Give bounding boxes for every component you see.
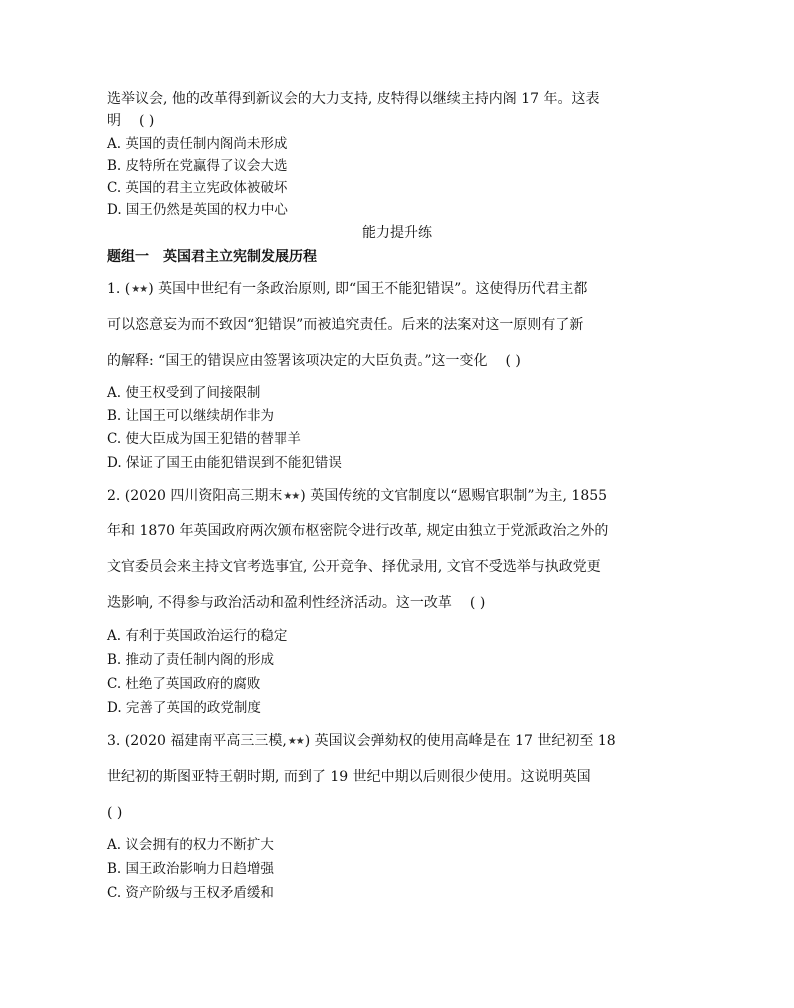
q2-option-a: A. 有利于英国政治运行的稳定 (107, 628, 288, 644)
q2-stem-line-1 (107, 487, 607, 505)
q1-stem-text-3: 的解释: “国王的错误应由签署该项决定的大臣负责。”这一变化 (107, 353, 488, 369)
q0-answer-blank: ( ) (139, 113, 155, 129)
group-title: 题组一 英国君主立宪制发展历程 (107, 249, 317, 265)
q1-option-d: D. 保证了国王由能犯错误到不能犯错误 (107, 455, 342, 471)
q3-stem-line-2: 世纪初的斯图亚特王朝时期, 而到了 19 世纪中期以后则很少使用。这说明英国 (107, 769, 591, 785)
q1-answer-blank: ( ) (505, 353, 521, 369)
q0-option-c: C. 英国的君主立宪政体被破坏 (107, 180, 288, 196)
q3-source: 3. (2020 福建南平高三三模, (107, 733, 287, 749)
q1-stem-text: ) 英国中世纪有一条政治原则, 即“国王不能犯错误”。这使得历代君主都 (148, 281, 588, 297)
q0-stem-line-2 (107, 112, 154, 130)
q2-stem-line-3: 文官委员会来主持文官考选事宜, 公开竞争、择优录用, 文官不受选举与执政党更 (107, 559, 601, 575)
q3-option-b: B. 国王政治影响力日趋增强 (107, 861, 275, 877)
q1-option-c: C. 使大臣成为国王犯错的替罪羊 (107, 431, 301, 447)
q0-option-b: B. 皮特所在党赢得了议会大选 (107, 158, 288, 174)
q1-number: 1. ( (107, 281, 131, 297)
q2-option-c: C. 杜绝了英国政府的腐败 (107, 676, 261, 692)
q3-option-c: C. 资产阶级与王权矛盾缓和 (107, 885, 274, 901)
q1-option-a: A. 使王权受到了间接限制 (107, 385, 261, 401)
q3-stem-line-1 (107, 732, 616, 750)
q1-stem-line-1 (107, 280, 587, 298)
section-title: 能力提升练 (362, 225, 432, 241)
q0-option-d: D. 国王仍然是英国的权力中心 (107, 202, 288, 218)
difficulty-stars-icon: ★★ (287, 736, 304, 747)
q0-stem-line-1: 选举议会, 他的改革得到新议会的大力支持, 皮特得以继续主持内阁 17 年。这表 (107, 91, 600, 107)
q2-option-b: B. 推动了责任制内阁的形成 (107, 652, 275, 668)
q3-answer-blank: ( ) (107, 805, 123, 821)
q2-option-d: D. 完善了英国的政党制度 (107, 700, 261, 716)
q1-option-b: B. 让国王可以继续胡作非为 (107, 408, 275, 424)
q3-stem-text: ) 英国议会弹劾权的使用高峰是在 17 世纪初至 18 (304, 733, 616, 749)
q2-stem-line-2: 年和 1870 年英国政府两次颁布枢密院令进行改革, 规定由独立于党派政治之外的 (107, 523, 609, 539)
q2-stem-text: ) 英国传统的文官制度以“恩赐官职制”为主, 1855 (300, 488, 608, 504)
q2-source: 2. (2020 四川资阳高三期末 (107, 488, 283, 504)
difficulty-stars-icon: ★★ (131, 284, 148, 295)
q1-stem-line-3 (107, 352, 521, 370)
q2-stem-line-4 (107, 594, 485, 612)
q3-option-a: A. 议会拥有的权力不断扩大 (107, 837, 274, 853)
difficulty-stars-icon: ★★ (283, 491, 300, 502)
q2-answer-blank: ( ) (469, 595, 486, 611)
q1-stem-line-2: 可以恣意妄为而不致因“犯错误”而被追究责任。后来的法案对这一原则有了新 (107, 317, 584, 333)
q2-stem-text-4: 迭影响, 不得参与政治活动和盈利性经济活动。这一改革 (107, 595, 452, 611)
q0-option-a: A. 英国的责任制内阁尚未形成 (107, 136, 288, 152)
q0-stem-text: 明 (107, 113, 121, 129)
